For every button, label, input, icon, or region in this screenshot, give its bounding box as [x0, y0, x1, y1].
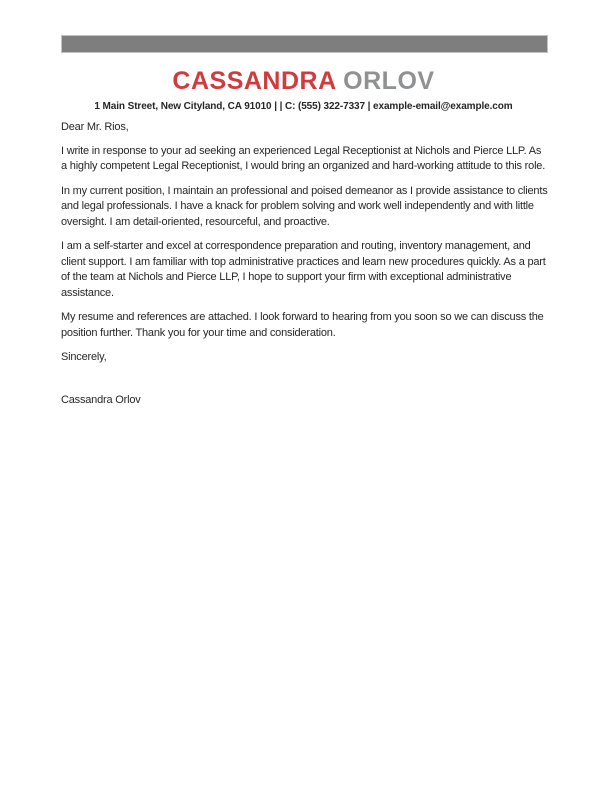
paragraph-call-to-action: My resume and references are attached. I look forward to hearing from you soon so we can discuss the position further. Thank you for your time and consideration.	[61, 311, 544, 339]
paragraph-current-position: In my current position, I maintain an professional and poised demeanor as I provide assistance to clients and legal professionals. I have a knack for problem solving and work well independently and with little oversight. I am detail-oriented, resourceful, and proactive.	[61, 184, 548, 228]
last-name: ORLOV	[343, 67, 435, 95]
header-accent-bar	[61, 35, 548, 53]
letter-body	[61, 120, 548, 408]
contact-line: 1 Main Street, New Cityland, CA 91010 | | C: (555) 322-7337 | example-email@example.com	[94, 101, 513, 112]
first-name: CASSANDRA	[172, 67, 336, 95]
paragraph-skills: I am a self-starter and excel at correspondence preparation and routing, inventory management, and client support. I am familiar with top administrative practices and learn new procedures quickly. As a part of the team at Nichols and Pierce LLP, I hope to support your firm with exceptional administrative assistance.	[61, 240, 546, 299]
page-title	[0, 67, 607, 95]
signature-name: Cassandra Orlov	[61, 393, 141, 406]
closing: Sincerely,	[61, 351, 107, 363]
paragraph-intro: I write in response to your ad seeking an experienced Legal Receptionist at Nichols and Pierce LLP. As a highly competent Legal Receptionist, I would bring an organized and hard-working attitude to this role.	[61, 144, 546, 172]
salutation: Dear Mr. Rios,	[61, 121, 129, 133]
